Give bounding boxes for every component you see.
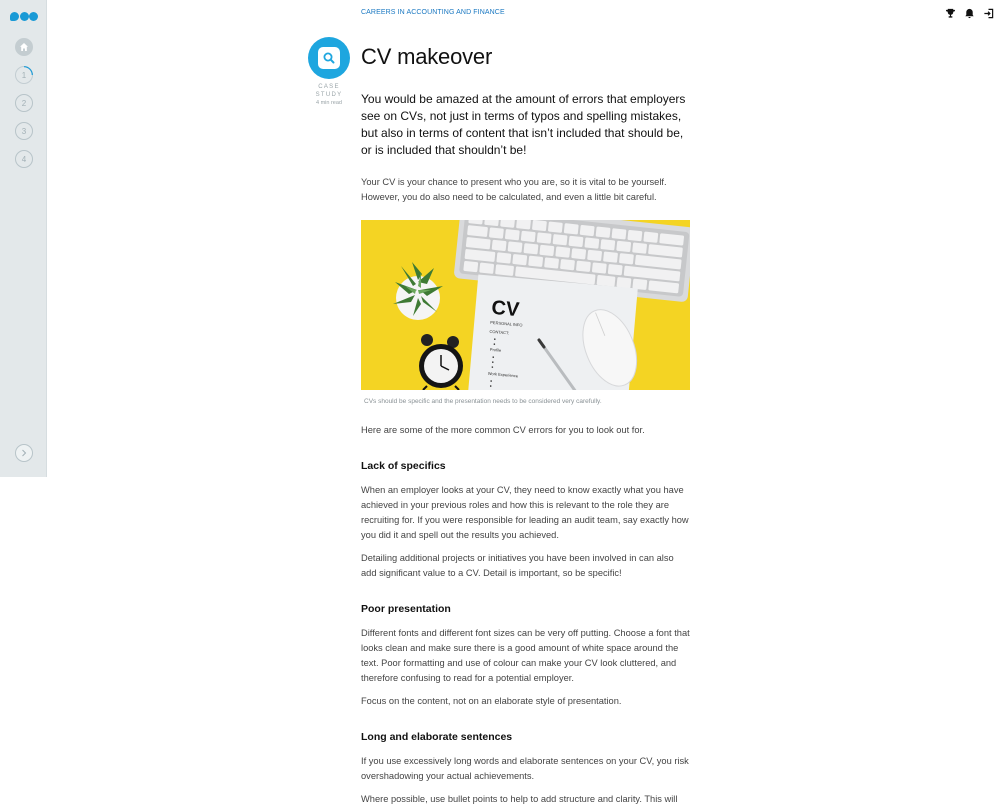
home-button[interactable] (15, 38, 33, 56)
bell-icon (964, 8, 975, 19)
hero-image (361, 220, 690, 390)
content-type-label (308, 83, 350, 99)
logout-icon (983, 8, 994, 19)
section-sentences-para-1: If you use excessively long words and elaborate sentences on your CV, you risk overshadowing your actual achievements. (361, 756, 689, 781)
cv-contact: CONTACT: (489, 328, 510, 336)
top-toolbar (945, 8, 994, 19)
section-heading-specifics: Lack of specifics (361, 460, 446, 472)
logout-button[interactable] (983, 8, 994, 19)
sidebar (0, 0, 47, 477)
image-caption: CVs should be specific and the presentation needs to be considered very carefully. (364, 398, 602, 405)
section-heading-presentation: Poor presentation (361, 603, 451, 615)
cv-profile: Profile (489, 346, 502, 353)
step-2-label: 2 (21, 98, 27, 108)
step-4-button[interactable] (15, 150, 33, 168)
cv-heading: CV (490, 296, 521, 322)
section-heading-sentences: Long and elaborate sentences (361, 731, 513, 743)
content-type-line-1: CASE (318, 84, 340, 90)
intro-paragraph: Your CV is your chance to present who you are, so it is vital to be yourself. However, you do also need to be calculated, and even a little bit careful. (361, 177, 667, 202)
content-type-line-2: STUDY (315, 92, 343, 98)
step-1-button[interactable] (15, 66, 33, 84)
section-specifics-para-1: When an employer looks at your CV, they need to know exactly what you have achieved in your previous roles and how this is relevant to the role they are recruiting for. If you were responsible for leading an audit team, say exactly how you did it and spell out the results you achieved. (361, 485, 689, 540)
step-2-button[interactable] (15, 94, 33, 112)
section-sentences-para-2: Where possible, use bullet points to help to add structure and clarity. This will (361, 794, 678, 804)
cv-work-experience: Work Experience (487, 370, 519, 379)
breadcrumb[interactable]: CAREERS IN ACCOUNTING AND FINANCE (361, 9, 505, 16)
next-button[interactable] (15, 444, 33, 462)
home-icon (19, 42, 29, 52)
search-document-icon (321, 50, 337, 66)
section-presentation-para-2: Focus on the content, not on an elaborate style of presentation. (361, 696, 622, 706)
section-presentation-para-1: Different fonts and different font sizes can be very off putting. Choose a font that looks clean and make sure there is a good amount of white space around the text. Poor formatting and use of colour can make your CV look cluttered, and therefore confusing to read for a potential employer. (361, 628, 690, 683)
lead-paragraph: You would be amazed at the amount of errors that employers see on CVs, not just in terms of typos and spelling mistakes, but also in terms of content that isn’t included that should be, or is included that shouldn’t be! (361, 92, 686, 157)
step-3-button[interactable] (15, 122, 33, 140)
step-4-label: 4 (21, 154, 27, 164)
logo[interactable] (10, 12, 38, 21)
read-time: 4 min read (316, 100, 342, 106)
page-title: CV makeover (361, 44, 493, 69)
step-3-label: 3 (21, 126, 27, 136)
chevron-right-icon (20, 449, 28, 457)
step-1-label: 1 (21, 70, 27, 80)
progress-ring (15, 66, 33, 84)
badge-icon-wrapper (318, 47, 340, 69)
notifications-button[interactable] (964, 8, 975, 19)
errors-intro: Here are some of the more common CV errors for you to look out for. (361, 425, 645, 435)
section-specifics-para-2: Detailing additional projects or initiatives you have been involved in can also add significant value to a CV. Detail is important, so be specific! (361, 553, 674, 578)
cv-personal-info: PERSONAL INFO (490, 319, 523, 328)
case-study-badge (308, 37, 350, 79)
trophy-button[interactable] (945, 8, 956, 19)
cv-desk-illustration (361, 220, 690, 390)
trophy-icon (945, 8, 956, 19)
